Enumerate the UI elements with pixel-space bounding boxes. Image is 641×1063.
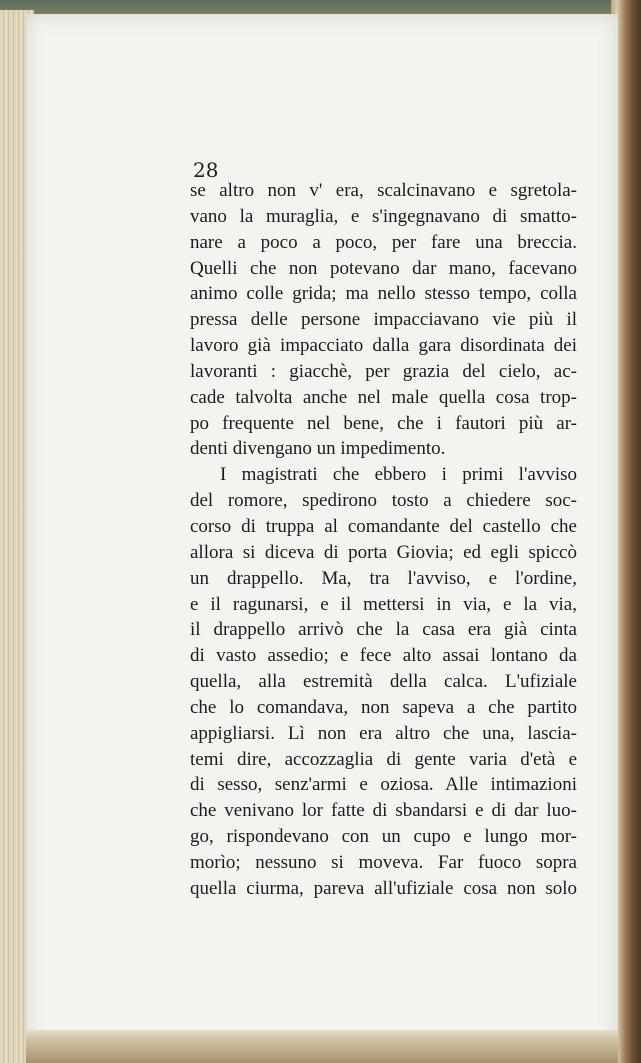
page-number: 28 xyxy=(193,158,219,182)
text-line: go, rispondevano con un cupo e lungo mor- xyxy=(190,826,577,848)
text-line: corso di truppa al comandante del castello che xyxy=(190,515,577,537)
text-line: e il ragunarsi, e il mettersi in via, e la via, xyxy=(190,593,577,615)
text-line: pressa delle persone impacciavano vie più il xyxy=(190,309,577,331)
page-bottom-edge xyxy=(26,1030,618,1063)
text-line: lavoro già impacciato dalla gara disordinata dei xyxy=(190,335,577,357)
text-line: che venivano lor fatte di sbandarsi e di dar luo- xyxy=(190,800,577,822)
text-line: lavoranti : giacchè, per grazia del cielo, ac- xyxy=(190,360,577,382)
text-line: cade talvolta anche nel male quella cosa trop- xyxy=(190,386,577,408)
text-line: Quelli che non potevano dar mano, facevano xyxy=(190,257,577,279)
text-line: un drappello. Ma, tra l'avviso, e l'ordine, xyxy=(190,567,577,589)
text-line: quella, alla estremità della calca. L'ufiziale xyxy=(190,671,577,693)
text-line: allora si diceva di porta Giovia; ed egli spiccò xyxy=(190,541,577,563)
text-line: temi dire, accozzaglia di gente varia d'età e xyxy=(190,748,577,770)
text-line: animo colle grida; ma nello stesso tempo, colla xyxy=(190,283,577,305)
text-line: quella ciurma, pareva all'ufiziale cosa non solo xyxy=(190,877,577,899)
body-text xyxy=(190,178,577,902)
text-line: che lo comandava, non sapeva a che partito xyxy=(190,696,577,718)
text-line: del romore, spedirono tosto a chiedere soc- xyxy=(190,490,577,512)
text-line: di vasto assedio; e fece alto assai lontano da xyxy=(190,645,577,667)
text-line: appigliarsi. Lì non era altro che una, lascia- xyxy=(190,722,577,744)
text-line: se altro non v' era, scalcinavano e sgretola- xyxy=(190,180,577,201)
text-line: nare a poco a poco, per fare una breccia. xyxy=(190,231,577,253)
text-line: I magistrati che ebbero i primi l'avviso xyxy=(220,464,577,486)
text-line: il drappello arrivò che la casa era già cinta xyxy=(190,619,577,641)
text-line: di sesso, senz'armi e oziosa. Alle intimazioni xyxy=(190,774,577,796)
text-line: po frequente nel bene, che i fautori più ar- xyxy=(190,412,577,434)
text-line: morìo; nessuno si moveva. Far fuoco sopra xyxy=(190,851,577,873)
text-line: vano la muraglia, e s'ingegnavano di smatto- xyxy=(190,205,577,227)
text-line: denti divengano un impedimento. xyxy=(190,438,446,460)
